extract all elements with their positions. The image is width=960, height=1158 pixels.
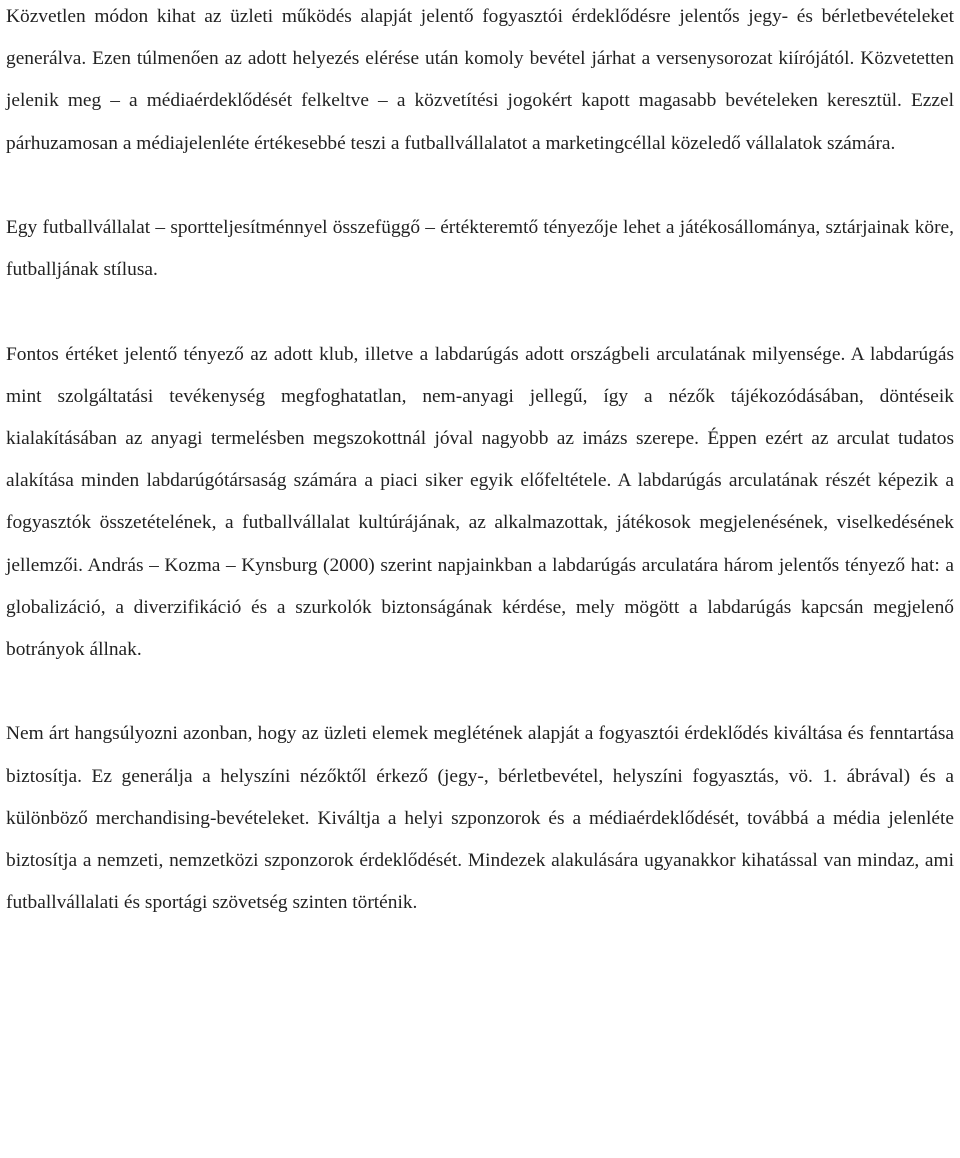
paragraph-consumer-interest: Nem árt hangsúlyozni azonban, hogy az üzleti elemek meglétének alapját a fogyasztói érdeklődés kiváltása és fenntartása biztosítja. Ez generálja a helyszíni nézőktől érkező (jegy-, bérletbevétel, helyszíni fogyasztás, vö. 1. ábrával) és a különböző merchandising-bevételeket. Kiváltja a helyi szponzorok és a médiaérdeklődését, továbbá a média jelenléte biztosítja a nemzeti, nemzetközi szponzorok érdeklődését. Mindezek alakulására ugyanakkor kihatással van mindaz, ami futballvállalati és sportági szövetség szinten történik. (6, 723, 954, 914)
paragraph-gap (6, 165, 954, 207)
paragraph-club-image: Fontos értéket jelentő tényező az adott klub, illetve a labdarúgás adott országbeli arculatának milyensége. A labdarúgás mint szolgáltatási tevékenység megfoghatatlan, nem-anyagi jellegű, így a nézők tájékozódásában, döntéseik kialakításában az anyagi termelésben megszokottnál jóval nagyobb az imázs szerepe. Éppen ezért az arculat tudatos alakítása minden labdarúgótársaság számára a piaci siker egyik előfeltétele. A labdarúgás arculatának részét képezik a fogyasztók összetételének, a futballvállalat kultúrájának, az alkalmazottak, játékosok megjelenésének, viselkedésének jellemzői. András – Kozma – Kynsburg (2000) szerint napjainkban a labdarúgás arculatára három jelentős tényező hat: a globalizáció, a diverzifikáció és a szurkolók biztonságának kérdése, mely mögött a labdarúgás kapcsán megjelenő botrányok állnak. (6, 343, 954, 661)
paragraph-gap (6, 291, 954, 333)
document-page (6, 0, 954, 924)
paragraph-revenue-impact: Közvetlen módon kihat az üzleti működés alapját jelentő fogyasztói érdeklődésre jelentős jegy- és bérletbevételeket generálva. Ezen túlmenően az adott helyezés elérése után komoly bevétel járhat a versenysorozat kiírójától. Közvetetten jelenik meg – a médiaérdeklődését felkeltve – a közvetítési jogokért kapott magasabb bevételeken keresztül. Ezzel párhuzamosan a médiajelenléte értékesebbé teszi a futballvállalatot a marketingcéllal közeledő vállalatok számára. (6, 6, 954, 154)
paragraph-sport-performance: Egy futballvállalat – sportteljesítménnyel összefüggő – értékteremtő tényezője lehet a játékosállománya, sztárjainak köre, futballjának stílusa. (6, 217, 954, 281)
paragraph-gap (6, 671, 954, 713)
